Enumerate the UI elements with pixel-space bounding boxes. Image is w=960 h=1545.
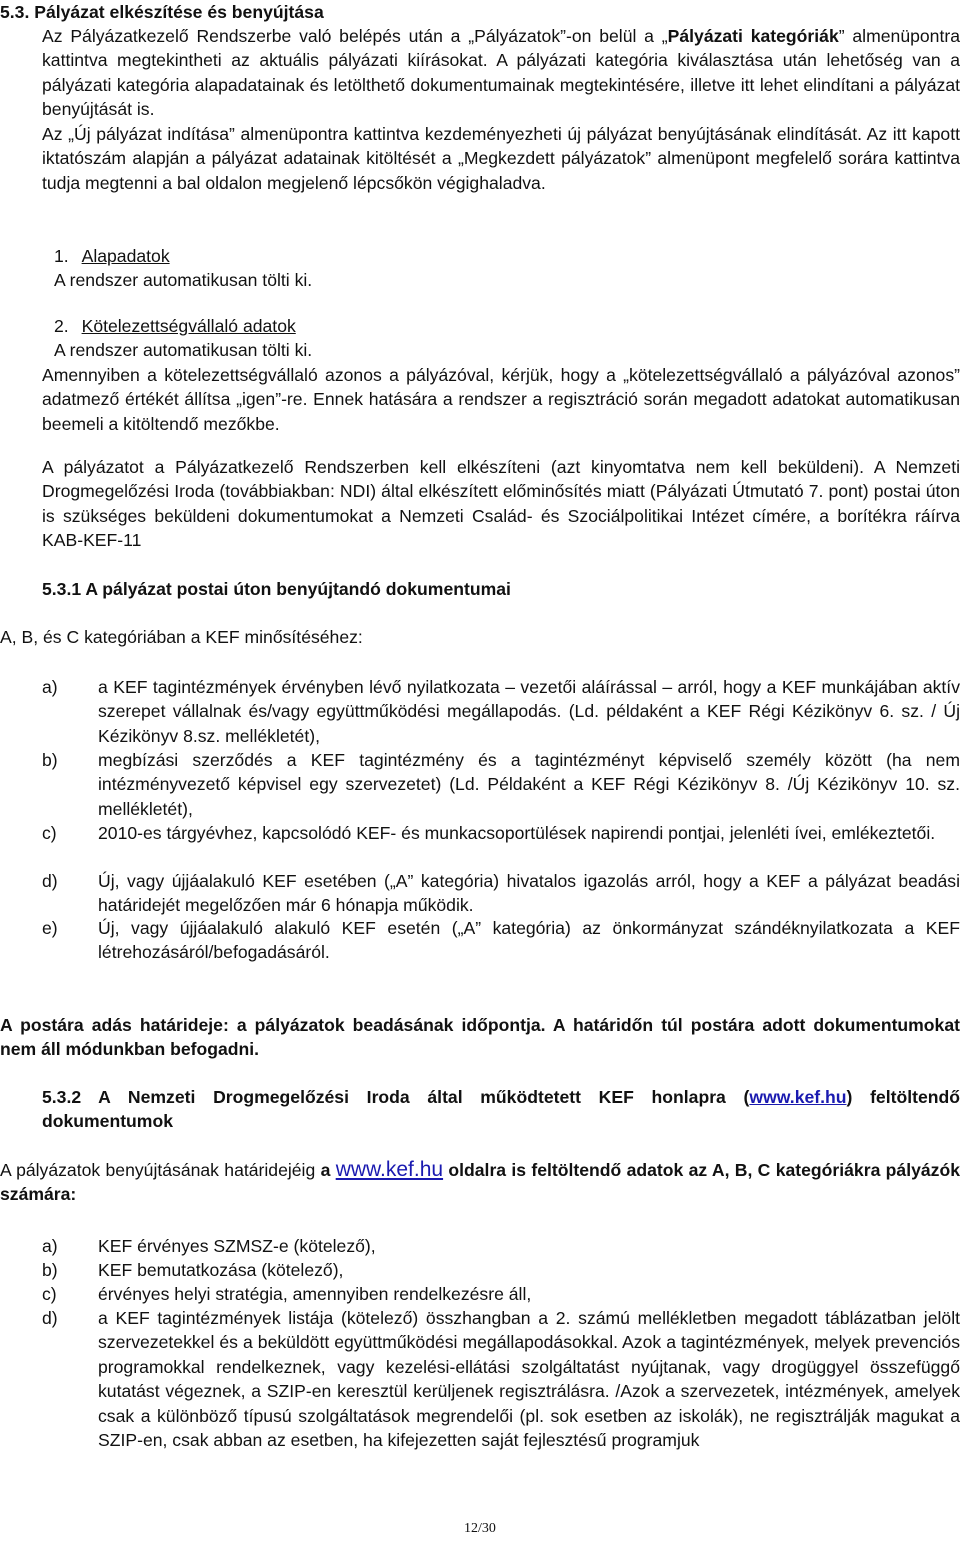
postal-item-c [42, 821, 960, 845]
postal-item-e-text: Új, vagy újjáalakuló alakuló KEF esetén („A” kategória) az önkormányzat szándéknyilatkozata a KEF létrehozásáról/befogadásáról. [98, 918, 960, 963]
intro-text-b: ” almenüpontra kattintva megtekintheti az aktuális pályázati kiírásokat. A pályázati kategória kiválasztása után lehetőség van a pályázati kategória alapadatainak és letölthető dokumentumainak megtekintésére, illetve itt lehet elindítani a pályázat benyújtását is. [42, 26, 960, 120]
postal-item-d-text: Új, vagy újjáalakuló KEF esetében („A” kategória) hivatalos igazolás arról, hogy a KEF a pályázat beadási határidejét megelőzően már 6 hónapja működik. [98, 871, 960, 916]
kef-website-link-2[interactable]: www.kef.hu [335, 1158, 444, 1181]
postal-item-d [42, 869, 960, 918]
step-2-title: Kötelezettségvállaló adatok [81, 316, 296, 336]
postal-item-a-label: a) [42, 677, 58, 697]
intro-text-a: Az Pályázatkezelő Rendszerbe való belépés után a „Pályázatok”-on belül a „ [42, 26, 668, 46]
section-532-intro-a: A pályázatok benyújtásának határidejéig [0, 1160, 321, 1180]
postal-item-d-label: d) [42, 871, 58, 891]
postal-item-c-label: c) [42, 823, 57, 843]
step-1-text: A rendszer automatikusan tölti ki. [54, 270, 313, 291]
section-531-heading: 5.3.1 A pályázat postai úton benyújtandó dokumentumai [42, 579, 511, 599]
section-heading: 5.3. Pályázat elkészítése és benyújtása [0, 2, 324, 22]
step-2-number: 2. [54, 316, 69, 336]
section-532-intro-c: oldalra is feltöltendő adatok az A, B, C kategóriákra pályázók számára: [0, 1160, 960, 1205]
step-1-number: 1. [54, 246, 69, 266]
section-532-intro [0, 1158, 960, 1207]
postal-item-e-label: e) [42, 918, 58, 938]
step-2 [42, 314, 960, 363]
step-1-title: Alapadatok [81, 246, 170, 266]
upload-item-c [42, 1282, 960, 1306]
submission-paragraph: A pályázatot a Pályázatkezelő Rendszerben kell elkészíteni (azt kinyomtatva nem kell beküldeni). A Nemzeti Drogmegelőzési Iroda (továbbiakban: NDI) által elkészített előminősítés miatt (Pályázati Útmutató 7. pont) postai úton is szükséges beküldeni dokumentumokat a Nemzeti Család- és Szociálpolitikai Intézet címére, a borítékra ráírva KAB-KEF-11 [42, 457, 960, 551]
intro-text-bold: Pályázati kategóriák [667, 26, 839, 46]
section-531-intro: A, B, és C kategóriában a KEF minősítéséhez: [0, 627, 363, 647]
step-1-title-line [54, 244, 960, 268]
upload-item-d [42, 1306, 960, 1452]
postal-item-b-text: megbízási szerződés a KEF tagintézmény és a tagintézményt képviselő személy között (ha nem intézményvezető képvisel egy szervezetet) (Ld. Példaként a KEF Régi Kézikönyv 8. /Új Kézikönyv 10. sz. mellékletét), [98, 750, 960, 819]
upload-item-a-text: KEF érvényes SZMSZ-e (kötelező), [98, 1236, 376, 1256]
upload-item-b-text: KEF bemutatkozása (kötelező), [98, 1260, 344, 1280]
new-application-paragraph: Az „Új pályázat indítása” almenüpontra kattintva kezdeményezheti új pályázat benyújtásának elindítását. Az itt kapott iktatószám alapján a pályázat adatainak kitöltését a „Megkezdett pályázatok” almenüpont megfelelő sorára kattintva tudja megtenni a bal oldalon megjelenő lépcsőkön végighaladva. [42, 124, 960, 193]
upload-item-a [42, 1234, 960, 1258]
section-532-heading [42, 1085, 960, 1134]
section-532-heading-b: ) feltöltendő dokumentumok [42, 1087, 960, 1132]
upload-item-b [42, 1258, 960, 1282]
section-532-intro-b: a [320, 1160, 336, 1180]
postal-item-b-label: b) [42, 750, 58, 770]
upload-item-d-text: a KEF tagintézmények listája (kötelező) összhangban a 2. számú mellékletben megadott táblázatban jelölt szervezetekkel és a beküldött együttműködési megállapodásokkal. Azok a tagintézmények, melyek prevenciós programokkal rendelkeznek, vagy kezelési-ellátási szolgáltatást nyújtanak, vagy drogüggyel összefüggő kutatást végeznek, a SZIP-en keresztül kerüljenek regisztrálásra. /Azok a szervezetek, intézmények, amelyek csak a különböző típusú szolgáltatások megrendelői (pl. sok esetben az iskolák), ne regisztrálják magukat a SZIP-en, csak abban az esetben, ha kifejezetten saját fejlesztésű programjuk [98, 1308, 960, 1451]
section-532-heading-a: 5.3.2 A Nemzeti Drogmegelőzési Iroda által működtetett KEF honlapra ( [42, 1087, 750, 1107]
upload-item-a-label: a) [42, 1236, 58, 1256]
kef-website-link[interactable]: www.kef.hu [749, 1087, 847, 1107]
intro-paragraph [42, 24, 960, 122]
step-2-title-line [54, 314, 960, 338]
postal-item-a-text: a KEF tagintézmények érvényben lévő nyilatkozata – vezetői aláírással – arról, hogy a KEF munkájában aktív szerepet vállalnak és/vagy együttműködési megállapodás. (Ld. példaként a KEF Régi Kézikönyv 6. sz. / Új Kézikönyv 8.sz. mellékletét), [98, 677, 960, 746]
upload-item-c-label: c) [42, 1284, 57, 1304]
postal-item-c-text: 2010-es tárgyévhez, kapcsolódó KEF- és munkacsoportülések napirendi pontjai, jelenléti ívei, emlékeztetői. [98, 823, 936, 843]
postal-deadline-notice: A postára adás határideje: a pályázatok beadásának időpontja. A határidőn túl postára adott dokumentumokat nem áll módunkban befogadni. [0, 1015, 960, 1060]
postal-item-e [42, 916, 960, 965]
postal-item-b [42, 748, 960, 821]
step-1 [42, 244, 960, 293]
upload-item-c-text: érvényes helyi stratégia, amennyiben rendelkezésre áll, [98, 1284, 532, 1304]
postal-item-a [42, 675, 960, 748]
page-number: 12/30 [464, 1521, 496, 1536]
step-2-text: A rendszer automatikusan tölti ki. [54, 340, 313, 361]
liable-party-paragraph: Amennyiben a kötelezettségvállaló azonos a pályázóval, kérjük, hogy a „kötelezettségvállaló a pályázóval azonos” adatmező értékét állítsa „igen”-re. Ennek hatására a rendszer a regisztráció során megadott adatokat automatikusan beemeli a kitöltendő mezőkbe. [42, 365, 960, 434]
upload-item-b-label: b) [42, 1260, 58, 1280]
upload-item-d-label: d) [42, 1308, 58, 1328]
